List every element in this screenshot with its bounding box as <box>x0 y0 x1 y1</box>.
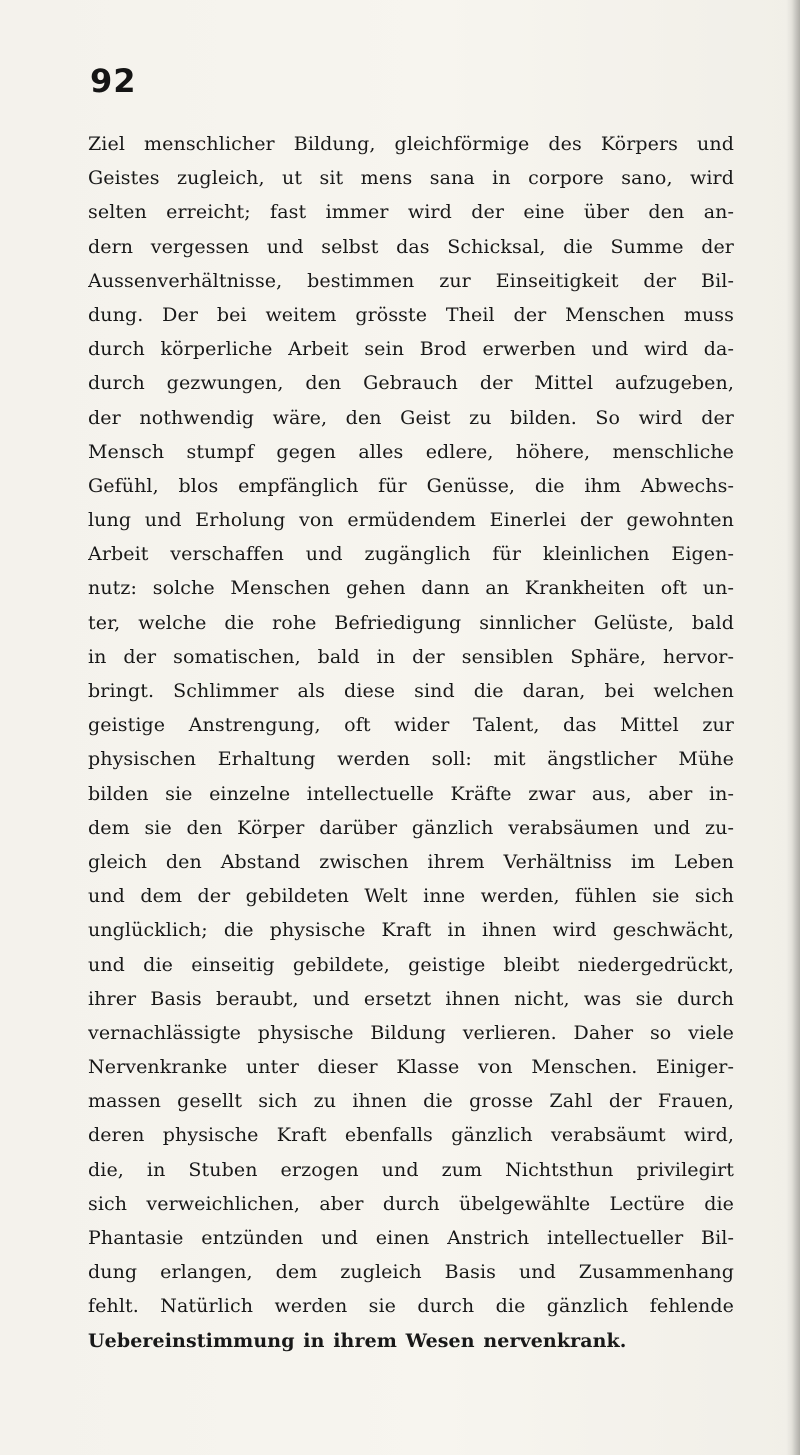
text-line: Phantasie entzünden und einen Anstrich intellectueller Bil- <box>88 1227 734 1249</box>
page-number: 92 <box>90 62 137 100</box>
text-line: Gefühl, blos empfänglich für Genüsse, die ihm Abwechs- <box>88 474 734 497</box>
text-line: Nervenkranke unter dieser Klasse von Menschen. Einiger- <box>88 1056 734 1079</box>
text-line: Mensch stumpf gegen alles edlere, höhere, menschliche <box>88 440 734 463</box>
text-line: bringt. Schlimmer als diese sind die daran, bei welchen <box>88 680 734 702</box>
text-line: bilden sie einzelne intellectuelle Kräfte zwar aus, aber in- <box>88 782 734 805</box>
text-line: geistige Anstrengung, oft wider Talent, das Mittel zur <box>88 714 734 737</box>
text-line: und dem der gebildeten Welt inne werden, fühlen sie sich <box>88 885 734 908</box>
text-line: dung. Der bei weitem grösste Theil der Menschen muss <box>88 303 734 326</box>
text-line: massen gesellt sich zu ihnen die grosse Zahl der Frauen, <box>88 1090 734 1113</box>
text-line: fehlt. Natürlich werden sie durch die gänzlich fehlende <box>88 1295 734 1318</box>
text-line: der nothwendig wäre, den Geist zu bilden. So wird der <box>88 406 734 429</box>
text-line: ter, welche die rohe Befriedigung sinnlicher Gelüste, bald <box>88 611 734 634</box>
body-text <box>88 127 734 1358</box>
text-line: durch gezwungen, den Gebrauch der Mittel aufzugeben, <box>88 372 734 395</box>
text-line: Ziel menschlicher Bildung, gleichförmige des Körpers und <box>88 133 734 155</box>
text-line: Uebereinstimmung in ihrem Wesen nervenkrank. <box>88 1329 627 1352</box>
text-line: physischen Erhaltung werden soll: mit ängstlicher Mühe <box>88 748 734 771</box>
text-line: dung erlangen, dem zugleich Basis und Zusammenhang <box>88 1261 734 1284</box>
text-line: deren physische Kraft ebenfalls gänzlich verabsäumt wird, <box>88 1124 734 1147</box>
text-line: unglücklich; die physische Kraft in ihnen wird geschwächt, <box>88 919 734 942</box>
text-line: und die einseitig gebildete, geistige bleibt niedergedrückt, <box>88 953 734 976</box>
text-line: vernachlässigte physische Bildung verlieren. Daher so viele <box>88 1021 734 1044</box>
text-line: Aussenverhältnisse, bestimmen zur Einseitigkeit der Bil- <box>88 269 734 292</box>
text-line: dem sie den Körper darüber gänzlich verabsäumen und zu- <box>88 816 734 839</box>
text-line: lung und Erholung von ermüdendem Einerlei der gewohnten <box>88 509 734 532</box>
text-line: sich verweichlichen, aber durch übelgewählte Lectüre die <box>88 1192 734 1215</box>
text-line: selten erreicht; fast immer wird der eine über den an- <box>88 201 734 224</box>
page-edge-shadow <box>786 0 800 1455</box>
text-line: nutz: solche Menschen gehen dann an Krankheiten oft un- <box>88 577 734 600</box>
text-line: Arbeit verschaffen und zugänglich für kleinlichen Eigen- <box>88 543 734 566</box>
text-line: die, in Stuben erzogen und zum Nichtsthun privilegirt <box>88 1158 734 1181</box>
text-line: gleich den Abstand zwischen ihrem Verhältniss im Leben <box>88 850 734 873</box>
text-line: in der somatischen, bald in der sensiblen Sphäre, hervor- <box>88 645 734 668</box>
text-line: durch körperliche Arbeit sein Brod erwerben und wird da- <box>88 338 734 361</box>
text-line: ihrer Basis beraubt, und ersetzt ihnen nicht, was sie durch <box>88 987 734 1010</box>
text-line: Geistes zugleich, ut sit mens sana in corpore sano, wird <box>88 167 734 190</box>
text-line: dern vergessen und selbst das Schicksal, die Summe der <box>88 235 734 258</box>
